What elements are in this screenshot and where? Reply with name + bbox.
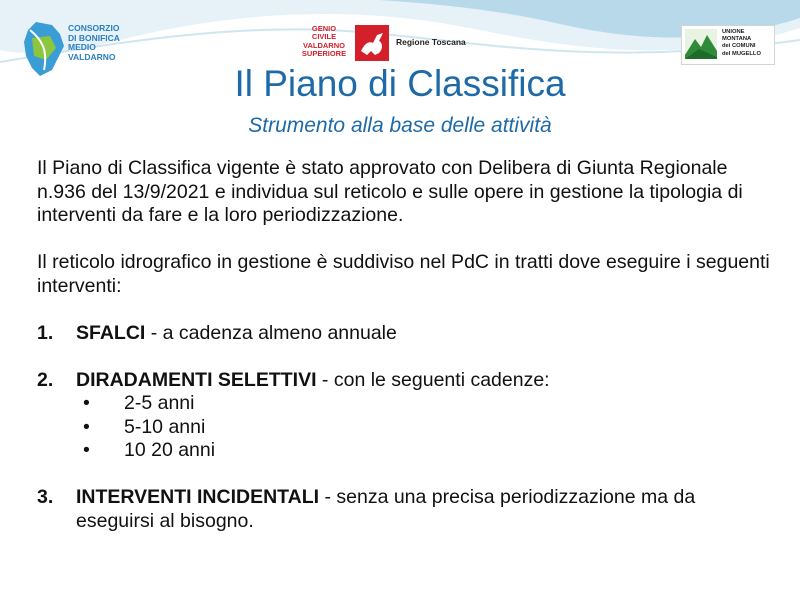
slide-subtitle: Strumento alla base delle attività [248,114,552,137]
cadence-item: • 10 20 anni [37,439,777,463]
mountains-icon [685,29,717,59]
list-item-title: DIRADAMENTI SELETTIVI [76,368,317,391]
genio-civile-text: GENIO CIVILE VALDARNO SUPERIORE [301,24,347,58]
cadence-item: • 2-5 anni [37,392,777,416]
list-item-text: - senza una precisa periodizzazione ma da eseguirsi al bisogno. [76,486,696,532]
list-item [37,322,777,346]
slide-body [37,157,777,533]
reticolo-paragraph: Il reticolo idrografico in gestione è suddiviso nel PdC in tratti dove eseguire i seguenti interventi: [37,251,770,297]
list-item-number: 2. [37,368,54,391]
list-item-number: 1. [37,321,54,344]
genio-civile-logo [298,23,468,63]
list-item [37,369,777,393]
consorzio-logo-text: CONSORZIO DI BONIFICA MEDIO VALDARNO [68,23,120,62]
unione-montana-logo [681,25,775,65]
intro-paragraph: Il Piano di Classifica vigente è stato approvato con Delibera di Giunta Regionale n.936 del 13/9/2021 e individua sul reticolo e sulle opere in gestione la tipologia di interventi da fare e la loro periodizzazione. [37,157,743,226]
list-item-text: - con le seguenti cadenze: [316,368,550,391]
pegasus-icon [355,25,389,61]
unione-montana-text: UNIONE MONTANA dei COMUNI del MUGELLO [722,29,761,57]
cadence-list [37,392,777,463]
list-item-number: 3. [37,486,54,508]
list-item-title: INTERVENTI INCIDENTALI [76,486,320,508]
cadence-item: • 5-10 anni [37,416,777,440]
list-item [37,486,777,533]
list-item-text: - a cadenza almeno annuale [145,321,397,344]
slide-title: Il Piano di Classifica [234,63,566,104]
regione-toscana-label: Regione Toscana [396,37,466,47]
list-item-title: SFALCI [76,321,146,344]
